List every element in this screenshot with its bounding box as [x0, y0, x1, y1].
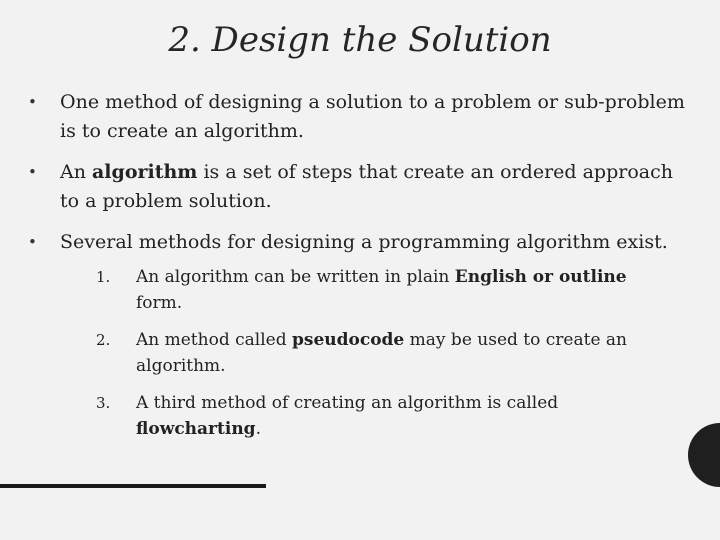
bullet-text-pre: An: [60, 161, 92, 183]
bullet-text-bold: algorithm: [92, 161, 198, 183]
item-number: 2.: [96, 331, 111, 349]
numbered-item: [96, 264, 676, 316]
bullet-item: [28, 88, 698, 146]
bullet-text-post: is a set of steps that create an ordered approach to a problem solution.: [60, 161, 673, 212]
corner-circle-decoration: [688, 423, 720, 487]
bullet-item: [28, 228, 698, 257]
slide-title: 2. Design the Solution: [168, 20, 552, 60]
bullet-dot: •: [28, 163, 37, 181]
item-text-pre: An algorithm can be written in plain: [136, 267, 455, 287]
numbered-item: [96, 327, 676, 379]
item-text-bold: English or outline: [454, 267, 627, 287]
bottom-rule: [0, 484, 266, 488]
item-number: 1.: [96, 268, 111, 286]
bullet-text: One method of designing a solution to a problem or sub-problem is to create an algorithm.: [60, 91, 685, 142]
bullet-text: Several methods for designing a programming algorithm exist.: [60, 231, 668, 253]
numbered-list: [96, 264, 676, 453]
item-text-bold: flowcharting: [136, 419, 256, 439]
item-text-pre: A third method of creating an algorithm is called: [136, 393, 559, 413]
item-text-pre: An method called: [136, 330, 292, 350]
item-text-post: may be used to create an algorithm.: [136, 330, 627, 376]
bullet-dot: •: [28, 233, 37, 251]
item-text-bold: pseudocode: [292, 330, 405, 350]
bullet-dot: •: [28, 93, 37, 111]
numbered-item: [96, 390, 676, 442]
bullet-list: [28, 88, 698, 269]
bullet-item: [28, 158, 698, 216]
item-text-post: form.: [136, 293, 183, 313]
item-text-post: .: [255, 419, 261, 439]
item-number: 3.: [96, 394, 111, 412]
